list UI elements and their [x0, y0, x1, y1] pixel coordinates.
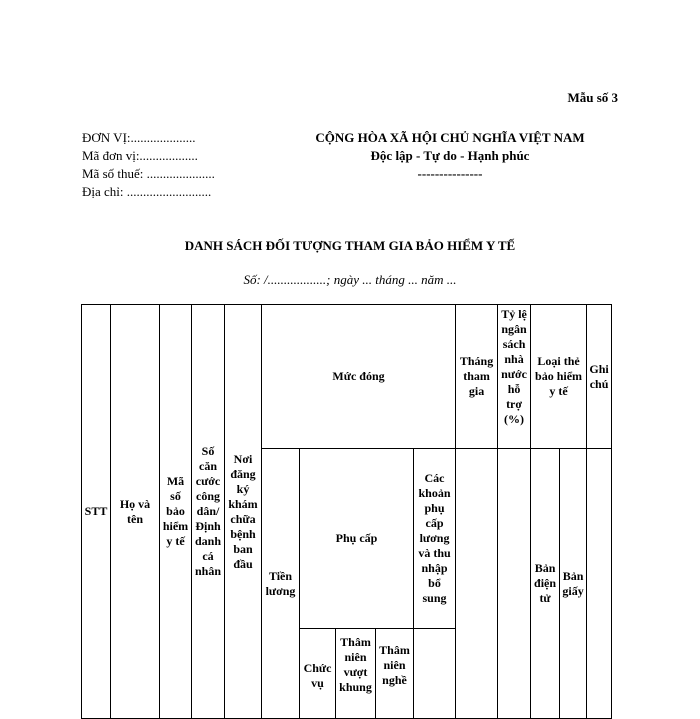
header-contribution: Mức đóng: [262, 305, 456, 449]
national-motto: Độc lập - Tự do - Hạnh phúc: [370, 148, 530, 163]
header-insurance-code: Mã số bảo hiểm y tế: [160, 305, 192, 719]
participants-table: [81, 304, 612, 719]
header-full-name: Họ và tên: [111, 305, 160, 719]
header-months: Tháng tham gia: [456, 305, 498, 449]
header-position: Chức vụ: [300, 629, 336, 719]
header-other-allowances: Các khoản phụ cấp lương và thu nhập bổ sung: [414, 449, 456, 629]
unit-line: ĐƠN VỊ:....................: [82, 130, 196, 145]
document-title: DANH SÁCH ĐỐI TƯỢNG THAM GIA BẢO HIỂM Y TẾ: [184, 238, 516, 253]
country-name: CỘNG HÒA XÃ HỘI CHỦ NGHĨA VIỆT NAM: [315, 130, 585, 145]
header-state-support-blank: [498, 449, 531, 719]
header-seniority-beyond: Thâm niên vượt khung: [336, 629, 376, 719]
form-number: Mẫu số 3: [567, 90, 618, 105]
national-header: [290, 129, 610, 183]
header-registration-place: Nơi đăng ký khám chữa bệnh ban đầu: [225, 305, 262, 719]
header-citizen-id: Số căn cước công dân/ Định danh cá nhân: [192, 305, 225, 719]
tax-code-line: Mã số thuế: .....................: [82, 166, 215, 181]
header-months-blank: [456, 449, 498, 719]
header-salary: Tiền lương: [262, 449, 300, 719]
header-notes: Ghi chú: [587, 305, 612, 449]
document-number-line: Số: /..................; ngày ... tháng ... năm ...: [243, 272, 457, 287]
header-state-support: Tỷ lệ ngân sách nhà nước hỗ trợ (%): [498, 305, 531, 449]
header-allowance: Phụ cấp: [300, 449, 414, 629]
header-other-allowances-blank: [414, 629, 456, 719]
unit-code-line: Mã đơn vị:..................: [82, 148, 198, 163]
header-electronic: Bản điện tử: [531, 449, 560, 719]
header-stt: STT: [82, 305, 111, 719]
header-paper: Bản giấy: [560, 449, 587, 719]
header-divider: ---------------: [417, 166, 483, 181]
address-line: Địa chỉ: ..........................: [82, 184, 212, 199]
unit-info: [82, 129, 215, 201]
header-notes-blank: [587, 449, 612, 719]
header-seniority-profession: Thâm niên nghề: [376, 629, 414, 719]
header-card-type: Loại thẻ bảo hiểm y tế: [531, 305, 587, 449]
